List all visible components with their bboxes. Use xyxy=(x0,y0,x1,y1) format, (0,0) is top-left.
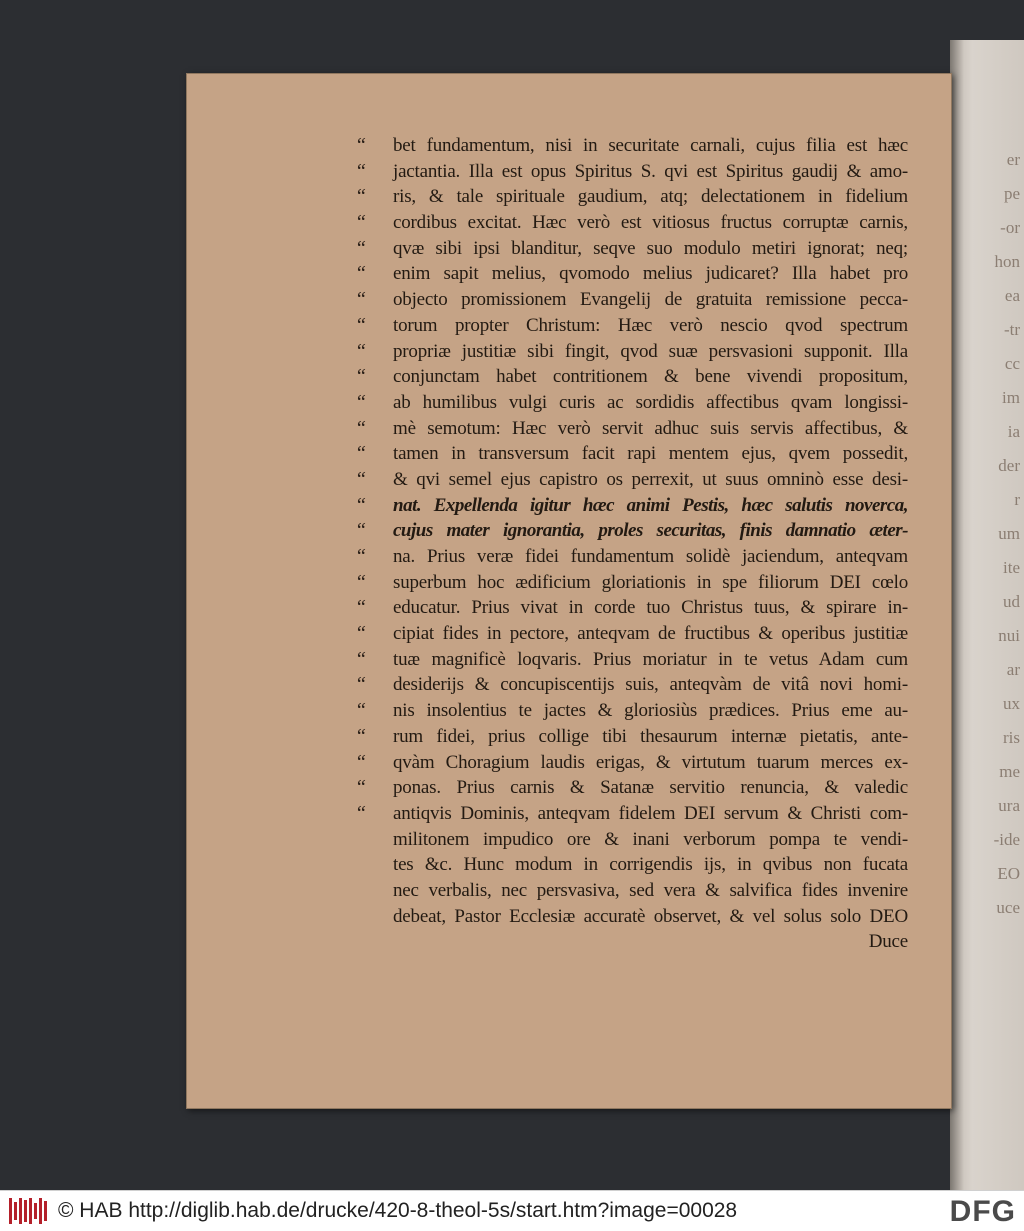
adjacent-text-fragment: der xyxy=(998,456,1020,475)
text-line: desiderijs & concupiscentijs suis, anteqvàm de vitâ novi homi- xyxy=(393,674,908,696)
adjacent-text-fragment: me xyxy=(999,762,1020,781)
text-line: cujus mater ignorantia, proles securitas, finis damnatio æter- xyxy=(393,520,908,542)
quote-mark: “ xyxy=(355,724,367,747)
adjacent-page-edge xyxy=(950,40,1024,1190)
text-line: nis insolentius te jactes & gloriosiùs prædices. Prius eme au- xyxy=(393,700,908,722)
text-line: bet fundamentum, nisi in securitate carnali, cujus filia est hæc xyxy=(393,135,908,156)
copyright-credit-link[interactable]: © HAB http://diglib.hab.de/drucke/420-8-theol-5s/start.htm?image=00028 xyxy=(58,1199,738,1222)
adjacent-text-fragment: pe xyxy=(1003,184,1020,203)
adjacent-text-fragment: EO xyxy=(997,864,1020,883)
adjacent-text-fragment: ia xyxy=(1007,422,1020,441)
dfg-logo[interactable]: DFG xyxy=(949,1195,1016,1228)
text-line: debeat, Pastor Ecclesiæ accuratè observet, & vel solus solo DEO xyxy=(393,905,908,927)
text-line: qvàm Choragium laudis erigas, & virtutum tuarum merces ex- xyxy=(393,751,908,773)
quote-mark: “ xyxy=(355,339,367,362)
adjacent-text-fragment: nui xyxy=(998,626,1020,645)
quote-mark: “ xyxy=(355,185,367,208)
text-line: ab humilibus vulgi curis ac sordidis affectibus qvam longissi- xyxy=(393,391,908,413)
text-line: militonem impudico ore & inani verborum pompa te vendi- xyxy=(393,828,908,850)
page-gutter-shadow xyxy=(950,40,964,1190)
quote-mark: “ xyxy=(355,416,367,439)
adjacent-text-fragment: ris xyxy=(1003,728,1020,747)
page-text-block xyxy=(393,133,908,955)
quote-mark: “ xyxy=(355,262,367,285)
text-line: qvæ sibi ipsi blanditur, seqve suo modulo metiri ignorat; neq; xyxy=(393,237,908,259)
text-line: superbum hoc ædificium gloriationis in spe filiorum DEI cœlo xyxy=(393,571,908,593)
text-line: educatur. Prius vivat in corde tuo Christus tuus, & spirare in- xyxy=(393,597,908,619)
text-line: nec verbalis, nec persvasiva, sed vera & salvifica fides invenire xyxy=(393,879,908,901)
text-line: enim sapit melius, qvomodo melius judicaret? Illa habet pro xyxy=(393,263,908,285)
marginal-quote-marks xyxy=(355,133,379,827)
adjacent-text-fragment: ite xyxy=(1003,558,1020,577)
quote-mark: “ xyxy=(355,211,367,234)
text-line: tuæ magnificè loqvaris. Prius moriatur in te vetus Adam cum xyxy=(393,648,908,670)
quote-mark: “ xyxy=(355,390,367,413)
adjacent-text-fragment: r xyxy=(1014,490,1020,509)
text-line: objecto promissionem Evangelij de gratuita remissione pecca- xyxy=(393,289,908,311)
adjacent-text-fragment: im xyxy=(1002,388,1020,407)
footer-bar xyxy=(0,1190,1024,1231)
adjacent-text-fragment: ea xyxy=(1004,286,1020,305)
adjacent-text-fragment: uce xyxy=(996,898,1020,917)
quote-mark: “ xyxy=(355,776,367,799)
quote-mark: “ xyxy=(355,699,367,722)
text-line: mè semotum: Hæc verò servit adhuc suis servis affectibus, & xyxy=(393,417,908,439)
adjacent-text-fragment: ar xyxy=(1006,660,1020,679)
quote-mark: “ xyxy=(355,236,367,259)
quote-mark: “ xyxy=(355,545,367,567)
text-line: Duce xyxy=(868,931,908,953)
text-line: ris, & tale spirituale gaudium, atq; delectationem in fidelium xyxy=(393,186,908,208)
text-line: antiqvis Dominis, anteqvam fidelem DEI servum & Christi com- xyxy=(393,802,908,824)
text-line: ponas. Prius carnis & Satanæ servitio renuncia, & valedic xyxy=(393,777,908,799)
quote-mark: “ xyxy=(355,288,367,311)
adjacent-text-fragment: -or xyxy=(1000,218,1020,237)
text-line: torum propter Christum: Hæc verò nescio qvod spectrum xyxy=(393,314,908,336)
hab-barcode-logo-icon[interactable] xyxy=(6,1196,50,1226)
quote-mark: “ xyxy=(355,750,367,773)
text-line: tes &c. Hunc modum in corrigendis ijs, in qvibus non fucata xyxy=(393,854,908,876)
adjacent-text-fragment: er xyxy=(1006,150,1020,169)
text-line: jactantia. Illa est opus Spiritus S. qvi est Spiritus gaudij & amo- xyxy=(393,160,908,182)
quote-mark: “ xyxy=(355,313,367,336)
adjacent-text-fragment: ux xyxy=(1003,694,1020,713)
quote-mark: “ xyxy=(355,365,367,388)
adjacent-text-fragment: cc xyxy=(1004,354,1020,373)
text-line: cordibus excitat. Hæc verò est vitiosus fructus corruptæ carnis, xyxy=(393,212,908,234)
quote-mark: “ xyxy=(355,134,367,156)
adjacent-text-fragment: um xyxy=(998,524,1020,543)
quote-mark: “ xyxy=(355,596,367,619)
quote-mark: “ xyxy=(355,570,367,593)
text-line: conjunctam habet contritionem & bene vivendi propositum, xyxy=(393,366,908,388)
quote-mark: “ xyxy=(355,801,367,824)
adjacent-text-fragment: ud xyxy=(1003,592,1020,611)
adjacent-text-fragment: -ide xyxy=(993,830,1020,849)
quote-mark: “ xyxy=(355,622,367,645)
adjacent-text-fragment: -tr xyxy=(1003,320,1020,339)
quote-mark: “ xyxy=(355,493,367,516)
text-line: na. Prius veræ fidei fundamentum solidè jaciendum, anteqvam xyxy=(393,546,908,567)
quote-mark: “ xyxy=(355,467,367,490)
quote-mark: “ xyxy=(355,647,367,670)
text-line: tamen in transversum facit rapi mentem ejus, qvem possedit, xyxy=(393,443,908,465)
text-line: nat. Expellenda igitur hæc animi Pestis, hæc salutis noverca, xyxy=(393,494,908,516)
quote-mark: “ xyxy=(355,519,367,542)
text-line: & qvi semel ejus capistro os perrexit, ut suus omninò esse desi- xyxy=(393,468,908,490)
quote-mark: “ xyxy=(355,442,367,465)
quote-mark: “ xyxy=(355,673,367,696)
adjacent-text-fragment: hon xyxy=(994,252,1020,271)
text-line: rum fidei, prius collige tibi thesaurum internæ pietatis, ante- xyxy=(393,725,908,747)
adjacent-text-fragment: ura xyxy=(998,796,1020,815)
text-line: propriæ justitiæ sibi fingit, qvod suæ persvasioni supponit. Illa xyxy=(393,340,908,362)
quote-mark: “ xyxy=(355,159,367,182)
text-line: cipiat fides in pectore, anteqvam de fructibus & operibus justitiæ xyxy=(393,623,908,645)
